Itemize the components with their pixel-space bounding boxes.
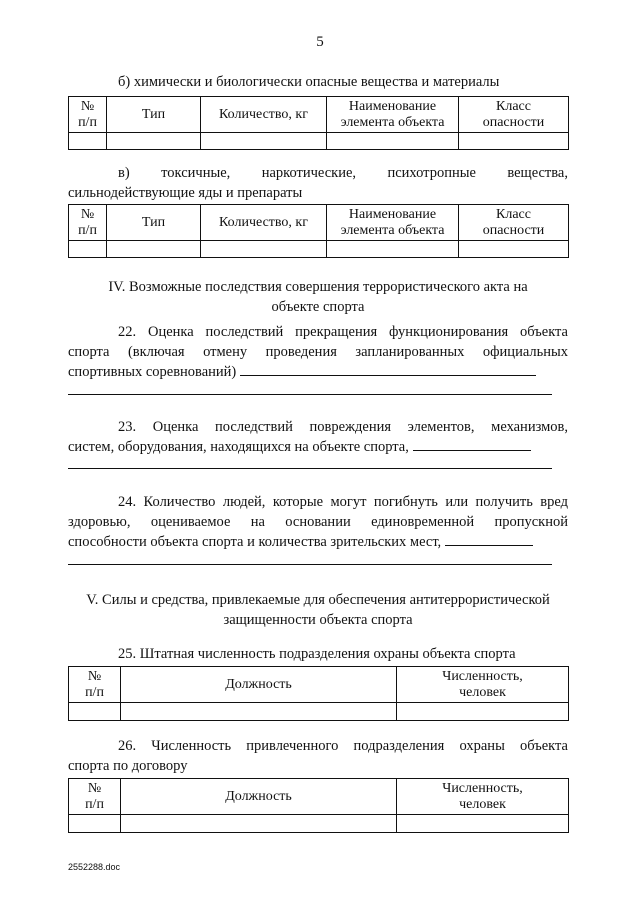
col-header-type: Тип [107,205,201,241]
table-hazardous-materials [68,96,569,150]
item22-line3: спортивных соревнований) [68,364,237,380]
table-toxic-substances [68,204,569,258]
footer-filename: 2552288.doc [68,862,121,872]
col-header-number: № п/п [69,205,107,241]
section-iv-title-line2: объекте спорта [271,299,365,315]
table-contracted-security [68,778,569,833]
table-security-staff [68,666,569,721]
section-v-line1: в) токсичные, наркотические, психотропные вещества, [118,165,568,181]
table-row [69,815,569,833]
answer-line [68,564,552,565]
item24-line2: здоровью, оцениваемое на основании единовременной пропускной [68,514,568,530]
col-header-number: № п/п [69,667,121,703]
item25-heading: 25. Штатная численность подразделения охраны объекта спорта [118,646,516,662]
table-row [69,133,569,150]
answer-line [240,363,536,376]
item26-line2: спорта по договору [68,758,188,774]
col-header-position: Должность [121,779,397,815]
item24-line1: 24. Количество людей, которые могут погибнуть или получить вред [118,494,568,510]
col-header-quantity: Количество, кг [201,205,327,241]
answer-line [413,438,531,451]
table-row [69,703,569,721]
col-header-number: № п/п [69,779,121,815]
item22-line1: 22. Оценка последствий прекращения функционирования объекта [118,324,568,340]
section-v-title-line2: защищенности объекта спорта [223,612,413,628]
col-header-headcount: Численность, человек [397,667,569,703]
item26-line1: 26. Численность привлеченного подразделения охраны объекта [118,738,568,754]
col-header-quantity: Количество, кг [201,97,327,133]
answer-line [68,394,552,395]
section-v-line2: сильнодействующие яды и препараты [68,185,303,201]
item24-line3: способности объекта спорта и количества зрительских мест, [68,534,442,550]
section-b-heading: б) химически и биологически опасные вещества и материалы [118,74,500,90]
col-header-element-name: Наименование элемента объекта [327,97,459,133]
col-header-headcount: Численность, человек [397,779,569,815]
col-header-hazard-class: Класс опасности [459,205,569,241]
answer-line [445,533,533,546]
section-v-title-line1: V. Силы и средства, привлекаемые для обеспечения антитеррористической [86,592,550,608]
item22-line2: спорта (включая отмену проведения запланированных официальных [68,344,568,360]
item23-line1: 23. Оценка последствий повреждения элементов, механизмов, [118,419,568,435]
answer-line [68,468,552,469]
col-header-position: Должность [121,667,397,703]
section-iv-title-line1: IV. Возможные последствия совершения террористического акта на [108,279,528,295]
item23-line2: систем, оборудования, находящихся на объекте спорта, [68,439,409,455]
col-header-element-name: Наименование элемента объекта [327,205,459,241]
table-row [69,241,569,258]
page-number: 5 [316,34,324,50]
col-header-hazard-class: Класс опасности [459,97,569,133]
col-header-number: № п/п [69,97,107,133]
col-header-type: Тип [107,97,201,133]
